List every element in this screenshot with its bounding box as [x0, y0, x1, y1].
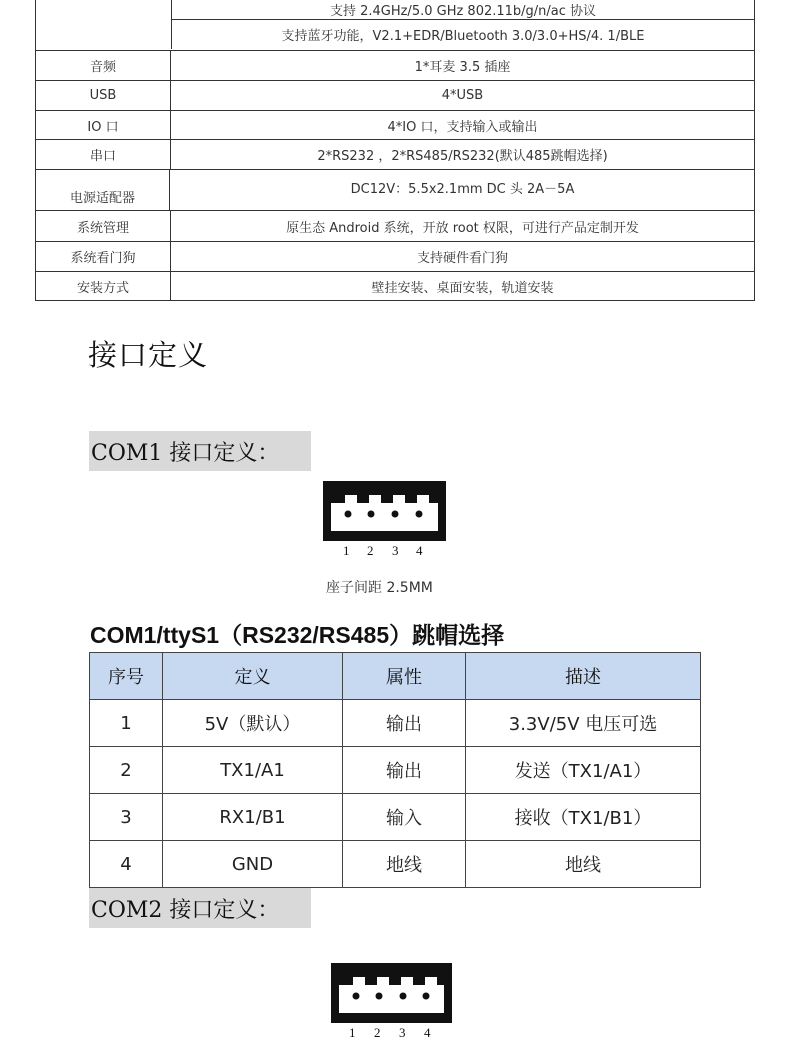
table-cell: 发送（TX1/A1）: [466, 747, 701, 794]
col-header: 序号: [90, 653, 163, 700]
table-cell: GND: [163, 841, 343, 888]
connector-pitch: 座子间距 2.5MM: [326, 580, 433, 596]
spec-row: [36, 241, 754, 271]
table-cell: 输出: [343, 747, 466, 794]
spec-row: [36, 139, 754, 169]
spec-label: 音频: [36, 51, 171, 80]
table-cell: 接收（TX1/B1）: [466, 794, 701, 841]
spec-value: 支持硬件看门狗: [416, 251, 508, 266]
section-title: 接口定义: [88, 338, 209, 372]
com1-heading: COM1 接口定义：: [89, 431, 311, 471]
pin-number: 1: [349, 1025, 356, 1040]
spec-value: 原生态 Android 系统，开放 root 权限，可进行产品定制开发: [286, 220, 639, 236]
pin-number: 1: [343, 543, 350, 558]
spec-value: 壁挂安装、桌面安装，轨道安装: [371, 280, 554, 296]
spec-label: 串口: [36, 140, 171, 169]
com2-pin-numbers: [349, 1025, 439, 1041]
spec-row: [36, 19, 754, 49]
table-header-row: [90, 653, 701, 700]
spec-row: [36, 110, 754, 139]
table-cell: 3.3V/5V 电压可选: [466, 700, 701, 747]
spec-value: 支持蓝牙功能，V2.1+EDR/Bluetooth 3.0/3.0+HS/4. 1/BLE: [171, 19, 754, 49]
pin-number: 2: [374, 1025, 381, 1040]
table-cell: 输出: [343, 700, 466, 747]
spec-value: 1*耳麦 3.5 插座: [414, 60, 511, 75]
spec-row: [36, 210, 754, 241]
spec-label: 电源适配器: [36, 170, 170, 210]
com2-connector-icon: [331, 963, 452, 1023]
table-cell: 1: [90, 700, 163, 747]
spec-row: [36, 50, 754, 80]
spec-value: 4*USB: [441, 88, 484, 103]
spec-value: 2*RS232 ，2*RS485/RS232(默认485跳帽选择): [317, 149, 608, 164]
table-cell: 4: [90, 841, 163, 888]
com1-connector-icon: [323, 481, 446, 541]
pin-number: 4: [416, 543, 423, 558]
spec-row: [36, 169, 754, 210]
col-header: 定义: [163, 653, 343, 700]
spec-label: 系统管理: [36, 211, 171, 241]
table-cell: TX1/A1: [163, 747, 343, 794]
col-header: 描述: [466, 653, 701, 700]
com1-pin-numbers: [343, 543, 433, 559]
spec-label: 安装方式: [36, 272, 171, 300]
pin-number: 2: [367, 543, 374, 558]
spec-value: 支持 2.4GHz/5.0 GHz 802.11b/g/n/ac 协议: [171, 0, 754, 19]
table-cell: RX1/B1: [163, 794, 343, 841]
spec-label: USB: [36, 81, 171, 110]
pin-table: [89, 652, 701, 888]
table-cell: 输入: [343, 794, 466, 841]
spec-table: [35, 0, 755, 301]
table-cell: 5V（默认）: [163, 700, 343, 747]
spec-value: 4*IO 口，支持输入或输出: [387, 119, 538, 135]
table-cell: 地线: [343, 841, 466, 888]
pin-number: 3: [399, 1025, 406, 1040]
spec-label: 系统看门狗: [36, 242, 171, 271]
spec-value: DC12V：5.5x2.1mm DC 头 2A－5A: [350, 182, 575, 197]
pin-number: 4: [424, 1025, 431, 1040]
pin-number: 3: [392, 543, 399, 558]
com2-heading: COM2 接口定义：: [89, 888, 311, 928]
table-cell: 3: [90, 794, 163, 841]
spec-row: [36, 0, 754, 19]
table-row: [90, 841, 701, 888]
table-cell: 2: [90, 747, 163, 794]
com1-tty-title: COM1/ttyS1（RS232/RS485）跳帽选择: [90, 622, 505, 648]
table-row: [90, 747, 701, 794]
table-cell: 地线: [466, 841, 701, 888]
table-row: [90, 700, 701, 747]
table-row: [90, 794, 701, 841]
spec-row: [36, 271, 754, 300]
spec-row: [36, 80, 754, 110]
spec-label: IO 口: [36, 111, 171, 139]
col-header: 属性: [343, 653, 466, 700]
